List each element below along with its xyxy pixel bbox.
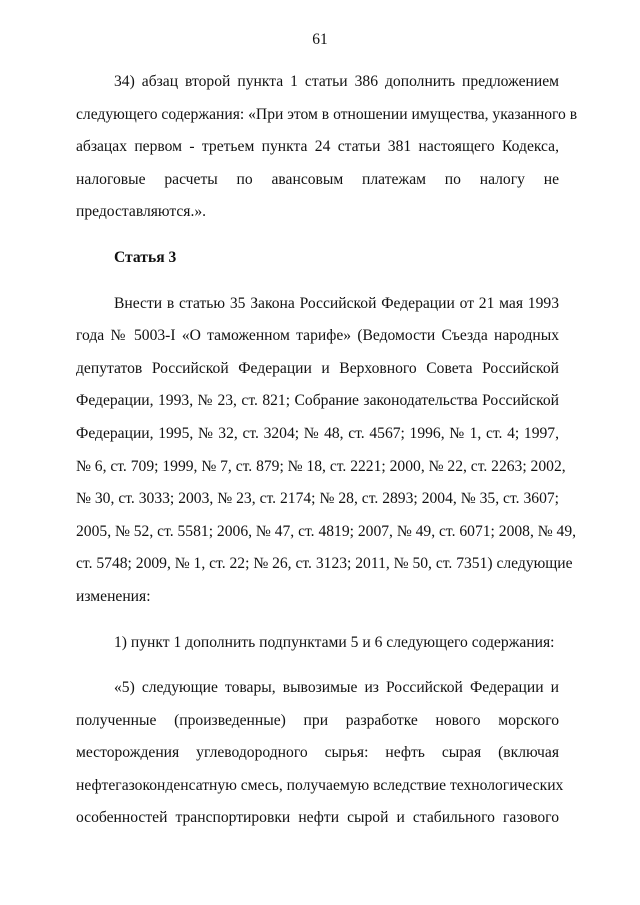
text-line: следующего содержания: «При этом в отношении имущества, указанного в <box>76 105 578 123</box>
text-line: налоговые расчеты по авансовым платежам по налогу не <box>76 170 559 188</box>
text-line: «5) следующие товары, вывозимые из Российской Федерации и <box>114 679 559 697</box>
text-line: депутатов Российской Федерации и Верховного Совета Российской <box>76 359 559 377</box>
paragraph-spacer <box>76 659 559 672</box>
item-1: 1) пункт 1 дополнить подпунктами 5 и 6 следующего содержания: <box>114 633 555 651</box>
text-line: 34) абзац второй пункта 1 статьи 386 дополнить предложением <box>114 73 559 90</box>
paragraph-34 <box>76 66 578 229</box>
text-line: особенностей транспортировки нефти сырой и стабильного газового <box>76 809 559 827</box>
article-paragraph <box>76 288 577 614</box>
article-heading: Статья 3 <box>114 248 177 266</box>
text-line: нефтегазоконденсатную смесь, получаемую вследствие технологических <box>76 776 564 794</box>
text-line: № 6, ст. 709; 1999, № 7, ст. 879; № 18, ст. 2221; 2000, № 22, ст. 2263; 2002, <box>76 457 566 475</box>
text-line: изменения: <box>76 587 151 605</box>
document-body <box>76 66 578 835</box>
paragraph-spacer <box>76 229 559 242</box>
subitem-5 <box>76 672 564 835</box>
text-line: Федерации, 1993, № 23, ст. 821; Собрание законодательства Российской <box>76 392 559 410</box>
text-line: абзацах первом - третьем пункта 24 статьи 381 настоящего Кодекса, <box>76 138 559 156</box>
text-line: Федерации, 1995, № 32, ст. 3204; № 48, ст. 4567; 1996, № 1, ст. 4; 1997, <box>76 424 559 442</box>
text-line: 2005, № 52, ст. 5581; 2006, № 47, ст. 4819; 2007, № 49, ст. 6071; 2008, № 49, <box>76 522 577 540</box>
paragraph-spacer <box>76 275 559 288</box>
text-line: месторождения углеводородного сырья: нефть сырая (включая <box>76 744 559 762</box>
paragraph-spacer <box>76 614 559 627</box>
text-line: ст. 5748; 2009, № 1, ст. 22; № 26, ст. 3123; 2011, № 50, ст. 7351) следующие <box>76 555 573 573</box>
text-line: предоставляются.». <box>76 203 207 221</box>
text-line: года № 5003-I «О таможенном тарифе» (Ведомости Съезда народных <box>76 327 559 345</box>
text-line: № 30, ст. 3033; 2003, № 23, ст. 2174; № 28, ст. 2893; 2004, № 35, ст. 3607; <box>76 490 559 508</box>
text-line: полученные (произведенные) при разработке нового морского <box>76 711 559 729</box>
page-number: 61 <box>312 31 328 48</box>
text-line: Внести в статью 35 Закона Российской Федерации от 21 мая 1993 <box>114 294 559 312</box>
